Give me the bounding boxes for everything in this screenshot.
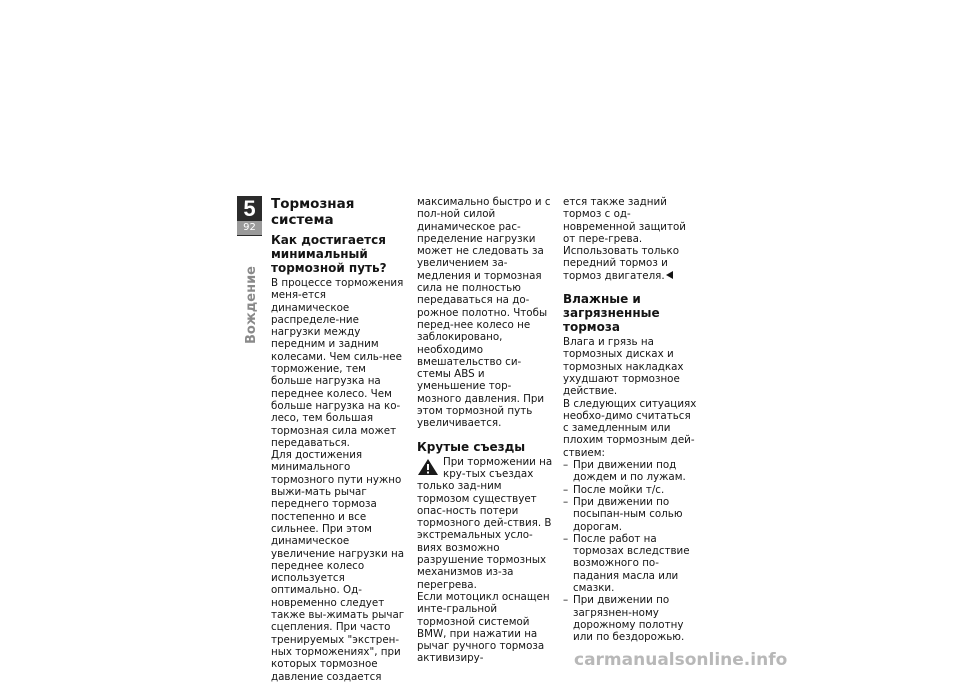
paragraph: В следующих ситуациях необхо-димо считаться с замедленным или плохим тормозным дей-ствием: — [563, 397, 697, 459]
column-3 — [563, 196, 699, 644]
paragraph: Для достижения минимального тормозного пути нужно выжи-мать рычаг переднего тормоза постепенно и все сильнее. При этом динамическое увеличение нагрузки на переднее колесо используется оптимально. Од-новременно следует также вы-жимать рычаг сцепления. При часто тренируемых "экстрен-ных торможениях", при которых тормозное давление создается — [271, 449, 405, 683]
chapter-tab — [237, 196, 262, 236]
paragraph: Если мотоцикл оснащен инте-гральной тормозной системой BMW, при нажатии на рычаг ручного тормоза активизиру- — [417, 590, 550, 665]
paragraph-text: ется также задний тормоз с од-новременной защитой от пере-грева. Использовать только передний тормоз и тормоз двигателя. — [563, 196, 686, 282]
list-item: – При движении под дождем и по лужам. — [563, 459, 699, 484]
paragraph: максимально быстро и с пол-ной силой динамическое рас-пределение нагрузки может не следовать за увеличением за-медления и тормозная сила не полностью передаваться на до-рожное полотно. Чтобы перед-нее колесо не заблокировано, необходимо вмешательство си-стемы ABS и уменьшение тор-мозного давления. При этом тормозной путь увеличивается. — [417, 196, 551, 430]
paragraph — [563, 196, 699, 282]
list-item: – При движении по посыпан-ным солью дорогам. — [563, 496, 699, 533]
watermark: carmanualsonline.info — [574, 650, 788, 670]
subsection-title: Влажные и загрязненные тормоза — [563, 292, 660, 335]
bullet-list — [563, 459, 699, 643]
end-marker-icon — [666, 271, 673, 279]
section-title: Тормозная система — [271, 196, 355, 228]
subsection-title: Как достигается минимальный тормозной путь? — [271, 233, 387, 275]
chapter-number: 5 — [243, 196, 256, 221]
page-number: 92 — [237, 221, 262, 235]
column-2 — [417, 196, 553, 665]
warning-triangle-icon — [417, 458, 439, 476]
paragraph: В процессе торможения меня-ется динамическое распределе-ние нагрузки между передним и задним колесами. Чем силь-нее торможение, тем больше нагрузка на переднее колесо. Чем больше нагрузка на ко-лесо, тем большая тормозная сила может передаваться. — [271, 277, 404, 449]
paragraph: Влага и грязь на тормозных дисках и тормозных накладках ухудшают тормозное действие. — [563, 336, 684, 398]
chapter-side-title: Вождение — [244, 266, 259, 344]
list-item: – При движении по загрязнен-ному дорожному полотну или по бездорожью. — [563, 594, 699, 643]
subsection-title: Крутые съезды — [417, 439, 526, 454]
list-item: – После мойки т/с. — [563, 484, 699, 496]
paragraph: При торможении на кру-тых съездах только зад-ним тормозом существует опас-ность потери тормозного дей-ствия. В экстремальных усло-виях возможно разрушение тормозных механизмов из-за перегрева. — [417, 455, 553, 591]
column-1 — [271, 196, 407, 683]
list-item: – После работ на тормозах вследствие возможного по-падания масла или смазки. — [563, 533, 699, 594]
